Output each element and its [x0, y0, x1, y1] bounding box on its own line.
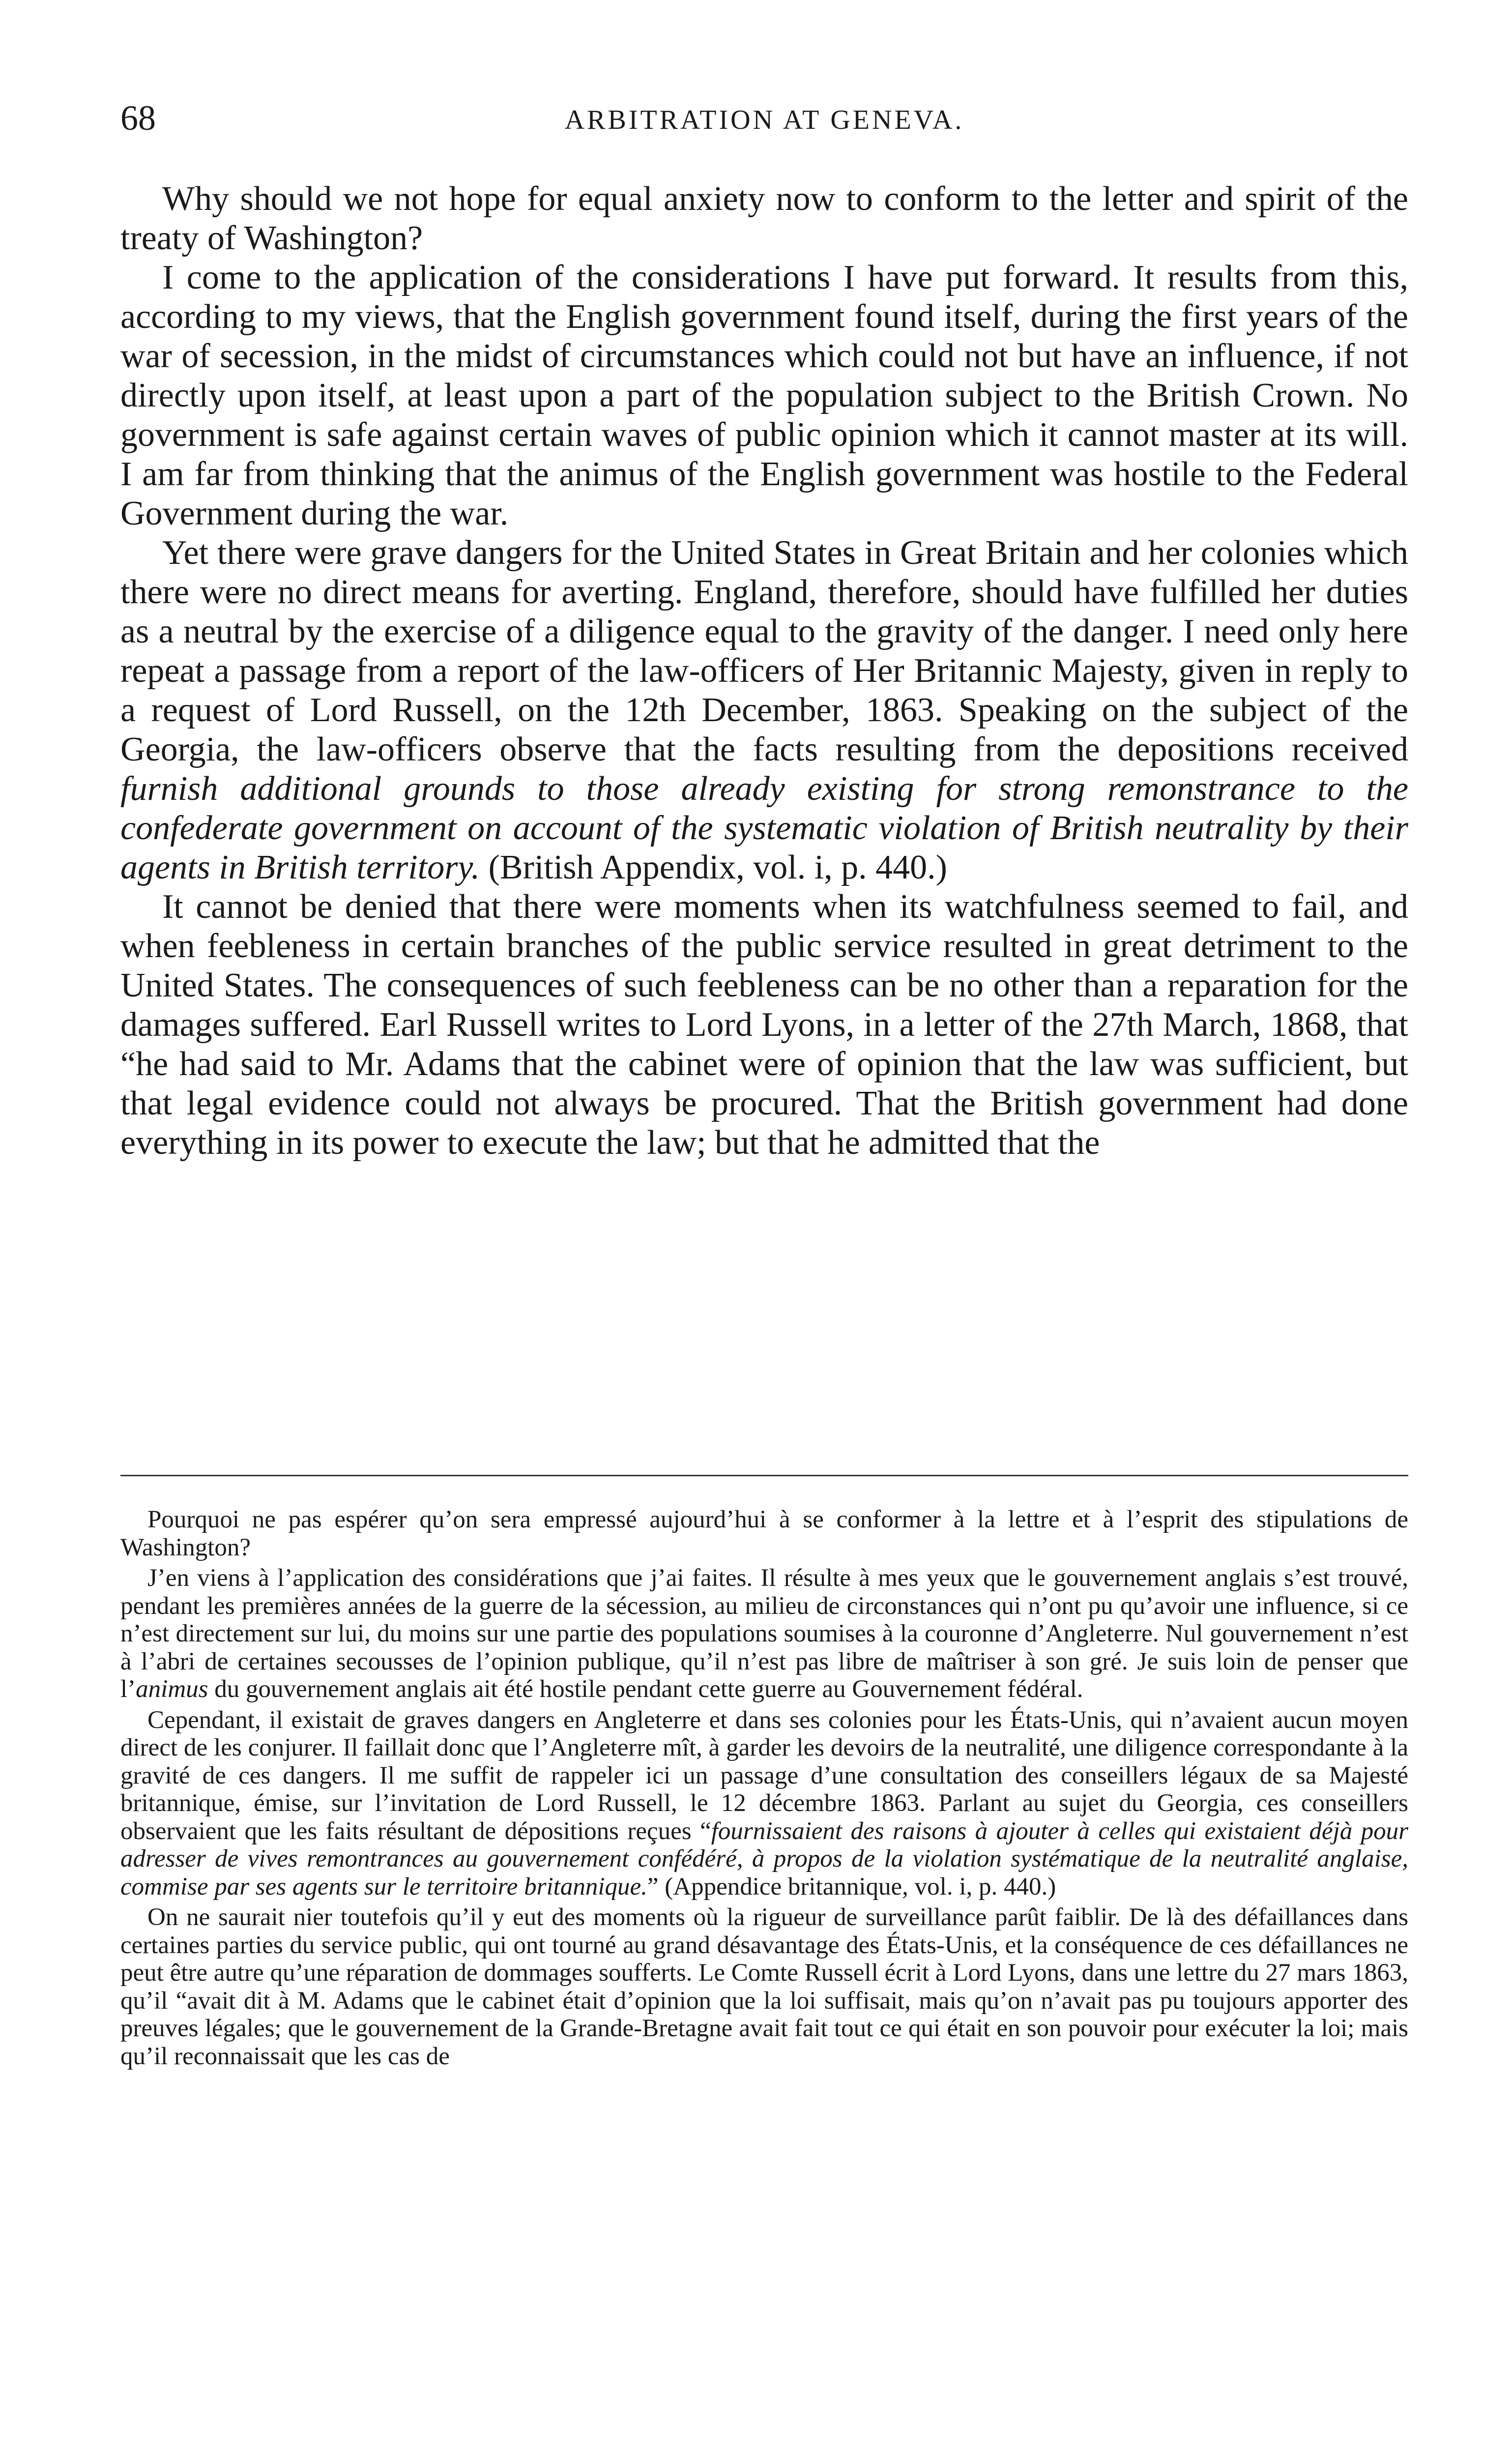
running-title: ARBITRATION AT GENEVA.	[564, 105, 964, 135]
main-paragraph: I come to the application of the considerations I have put forward. It results from this, according to my views, that the English government found itself, during the first years of the war of secession, in the midst of circumstances which could not but have an influence, if not directly upon itself, at least upon a part of the population subject to the British Crown. No government is safe against certain waves of public opinion which it cannot master at its will. I am far from thinking that the animus of the English government was hostile to the Federal Government during the war.	[120, 259, 1408, 532]
footnote-divider	[120, 1475, 1408, 1476]
paragraph-text: Yet there were grave dangers for the United States in Great Britain and her colonies which there were no direct means for averting. England, therefore, should have fulfilled her duties as a neutral by the exercise of a diligence equal to the gravity of the danger. I need only here repeat a passage from a report of the law-officers of Her Britannic Majesty, given in reply to a request of Lord Russell, on the 12th December, 1863. Speaking on the subject of the Georgia, the law-officers observe that the facts resulting from the depositions received	[120, 534, 1408, 768]
main-paragraph: Why should we not hope for equal anxiety now to conform to the letter and spirit of the treaty of Washington?	[120, 180, 1408, 257]
italic-term: animus	[136, 1675, 208, 1703]
main-paragraph: It cannot be denied that there were moments when its watchfulness seemed to fail, and when feebleness in certain branches of the public service resulted in great detriment to the United States. The consequences of such feebleness can be no other than a reparation for the damages suffered. Earl Russell writes to Lord Lyons, in a letter of the 27th March, 1868, that “he had said to Mr. Adams that the cabinet were of opinion that the law was sufficient, but that legal evidence could not always be procured. That the British government had done everything in its power to execute the law; but that he admitted that the	[120, 888, 1408, 1162]
italic-quotation: furnish additional grounds to those already existing for strong remonstrance to the confederate government on account of the systematic violation of British neutrality by their agents in British territory.	[120, 770, 1408, 886]
main-paragraph	[120, 533, 1408, 887]
footnote-text: Cependant, il existait de graves dangers en Angleterre et dans ses colonies pour les États-Unis, qui n’avaient aucun moyen direct de les conjurer. Il faillait donc que l’Angleterre mît, à garder les devoirs de la neutralité, une diligence correspondante à la gravité de ces dangers. Il me suffit de rappeler ici un passage d’une consultation des conseillers légaux de sa Majesté britannique, émise, sur l’invitation de Lord Russell, le 12 décembre 1863. Parlant au sujet du Georgia, ces conseillers observaient que les faits résultant de dépositions reçues “	[120, 1706, 1408, 1845]
main-text	[120, 179, 1408, 1163]
footnote-citation: ” (Appendice britannique, vol. i, p. 440.)	[647, 1873, 1056, 1901]
footnote-text: J’en viens à l’application des considérations que j’ai faites. Il résulte à mes yeux que le gouvernement anglais s’est trouvé, pendant les premières années de la guerre de la sécession, au milieu de circonstances qui n’ont pu qu’avoir une influence, si ce n’est directement sur lui, du moins sur une partie des populations soumises à la couronne d’Angleterre. Nul gouvernement n’est à l’abri de certaines secousses de l’opinion publique, qu’il n’est pas libre de maîtriser à son gré. Je suis loin de penser que l’	[120, 1564, 1408, 1703]
footnote-paragraph: Pourquoi ne pas espérer qu’on sera empressé aujourd’hui à se conformer à la lettre et à l’esprit des stipulations de Washington?	[120, 1506, 1408, 1561]
footnote-text: du gouvernement anglais ait été hostile pendant cette guerre au Gouvernement fédéral.	[208, 1675, 1083, 1703]
italic-quotation: fournissaient des raisons à ajouter à celles qui existaient déjà pour adresser de vives remontrances au gouvernement confédéré, à propos de la violation systématique de la neutralité anglaise, commise par ses agents sur le territoire britannique.	[120, 1817, 1408, 1901]
footnote-paragraph: On ne saurait nier toutefois qu’il y eut des moments où la rigueur de surveillance parût faiblir. De là des défaillances dans certaines parties du service public, qui ont tourné au grand désavantage des États-Unis, et la conséquence de ces défaillances ne peut être autre qu’une réparation de dommages soufferts. Le Comte Russell écrit à Lord Lyons, dans une lettre du 27 mars 1863, qu’il “avait dit à M. Adams que le cabinet était d’opinion que la loi suffisait, mais qu’on n’avait pas pu toujours apporter des preuves légales; que le gouvernement de la Grande-Bretagne avait fait tout ce qui était en son pouvoir pour exécuter la loi; mais qu’il reconnaissait que les cas de	[120, 1903, 1408, 2070]
french-footnote	[120, 1506, 1408, 2070]
page-number: 68	[120, 98, 156, 138]
page-header	[120, 93, 1408, 147]
footnote-paragraph	[120, 1706, 1408, 1901]
footnote-paragraph	[120, 1564, 1408, 1703]
citation: (British Appendix, vol. i, p. 440.)	[480, 849, 947, 886]
